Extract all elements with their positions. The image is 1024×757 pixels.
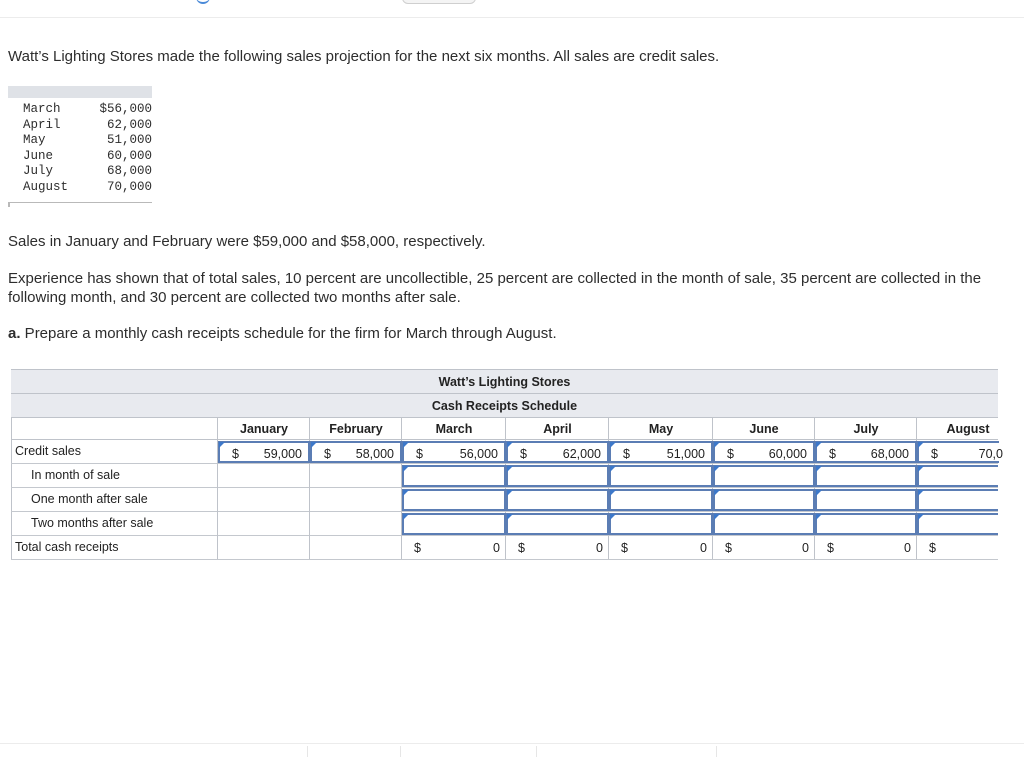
projection-row [8, 118, 152, 134]
input-marker-icon [507, 442, 513, 448]
input-marker-icon [403, 442, 409, 448]
total-may [609, 537, 713, 559]
in-month-july-input[interactable] [815, 465, 917, 487]
header-may: May [648, 422, 674, 436]
credit-sales-value: 51,000 [666, 447, 705, 461]
projection-row [8, 180, 152, 196]
row-label-one-month: One month after sale [31, 492, 148, 506]
credit-sales-value: 60,000 [768, 447, 807, 461]
toolbar-separator [400, 746, 401, 757]
loading-indicator-icon [196, 0, 210, 4]
two-months-june-input[interactable] [713, 513, 815, 535]
row-label-two-months: Two months after sale [31, 516, 154, 530]
input-marker-icon [714, 514, 720, 520]
projection-month: March [23, 102, 61, 116]
input-marker-icon [610, 490, 616, 496]
currency-sign: $ [931, 447, 938, 461]
currency-sign: $ [725, 541, 732, 555]
header-january: January [240, 422, 288, 436]
input-marker-icon [219, 442, 225, 448]
projection-table-footer [8, 202, 152, 207]
prior-sales-text: Sales in January and February were $59,000 and $58,000, respectively. [8, 233, 486, 250]
total-value: 0 [596, 541, 603, 555]
input-marker-icon [918, 466, 924, 472]
currency-sign: $ [416, 447, 423, 461]
input-marker-icon [610, 466, 616, 472]
input-marker-icon [610, 442, 616, 448]
input-marker-icon [714, 466, 720, 472]
sales-projection-table [8, 86, 152, 206]
input-marker-icon [403, 514, 409, 520]
projection-row [8, 149, 152, 165]
toolbar-separator [307, 746, 308, 757]
schedule-subtitle: Cash Receipts Schedule [11, 393, 998, 417]
projection-month: June [23, 148, 54, 163]
input-marker-icon [311, 442, 317, 448]
toolbar-separator [536, 746, 537, 757]
input-marker-icon [507, 490, 513, 496]
header-march: March [435, 422, 473, 436]
bottom-divider [0, 743, 1024, 744]
credit-sales-value: 56,000 [459, 447, 498, 461]
input-marker-icon [714, 442, 720, 448]
input-marker-icon [816, 442, 822, 448]
schedule-title: Watt’s Lighting Stores [11, 369, 998, 393]
in-month-march-input[interactable] [402, 465, 506, 487]
total-june [713, 537, 815, 559]
projection-value: 68,000 [106, 164, 152, 178]
currency-sign: $ [324, 447, 331, 461]
input-marker-icon [918, 442, 924, 448]
credit-sales-value: 70,0 [978, 447, 1003, 461]
credit-sales-january-input[interactable] [218, 441, 310, 463]
credit-sales-march-input[interactable] [402, 441, 506, 463]
projection-value: $56,000 [99, 102, 152, 116]
projection-value: 70,000 [106, 179, 152, 194]
in-month-august-input[interactable] [917, 465, 998, 487]
input-marker-icon [714, 490, 720, 496]
input-marker-icon [918, 490, 924, 496]
total-march [402, 537, 506, 559]
projection-month: July [23, 164, 54, 178]
in-month-june-input[interactable] [713, 465, 815, 487]
currency-sign: $ [232, 447, 239, 461]
projection-month: August [23, 179, 69, 194]
projection-row [8, 164, 152, 180]
projection-value: 62,000 [106, 117, 152, 132]
projection-row [8, 133, 152, 149]
credit-sales-july-input[interactable] [815, 441, 917, 463]
two-months-may-input[interactable] [609, 513, 713, 535]
total-value: 0 [904, 541, 911, 555]
input-marker-icon [816, 490, 822, 496]
problem-intro: Watt’s Lighting Stores made the following sales projection for the next six months. All sales are credit sales. [8, 48, 720, 65]
total-august [917, 537, 998, 559]
currency-sign: $ [623, 447, 630, 461]
input-marker-icon [507, 514, 513, 520]
toolbar-separator [716, 746, 717, 757]
one-month-may-input[interactable] [609, 489, 713, 511]
row-label-credit-sales: Credit sales [15, 444, 81, 458]
one-month-august-input[interactable] [917, 489, 998, 511]
projection-table-header [8, 86, 152, 98]
header-june: June [749, 422, 779, 436]
two-months-april-input[interactable] [506, 513, 609, 535]
input-marker-icon [403, 490, 409, 496]
toolbar-pill-button[interactable] [402, 0, 476, 4]
top-toolbar-strip [0, 0, 1024, 18]
credit-sales-august-input[interactable] [917, 441, 1003, 463]
credit-sales-value: 68,000 [870, 447, 909, 461]
row-label-in-month: In month of sale [31, 468, 120, 482]
two-months-august-input[interactable] [917, 513, 998, 535]
in-month-april-input[interactable] [506, 465, 609, 487]
one-month-july-input[interactable] [815, 489, 917, 511]
total-value: 0 [700, 541, 707, 555]
input-marker-icon [918, 514, 924, 520]
input-marker-icon [403, 466, 409, 472]
column-divider [309, 417, 310, 559]
one-month-june-input[interactable] [713, 489, 815, 511]
currency-sign: $ [414, 541, 421, 555]
two-months-march-input[interactable] [402, 513, 506, 535]
in-month-may-input[interactable] [609, 465, 713, 487]
header-july: July [853, 422, 879, 436]
projection-month: May [23, 133, 46, 147]
total-july [815, 537, 917, 559]
part-a-instruction [8, 324, 557, 343]
credit-sales-february-input[interactable] [310, 441, 402, 463]
part-a-label: a. [8, 325, 21, 342]
projection-row [8, 102, 152, 118]
column-divider [217, 417, 218, 559]
currency-sign: $ [518, 541, 525, 555]
currency-sign: $ [827, 541, 834, 555]
input-marker-icon [507, 466, 513, 472]
header-february: February [329, 422, 383, 436]
collection-experience-text: Experience has shown that of total sales, 10 percent are uncollectible, 25 percent are collected in the month of sale, 35 percent are collected in the following month, and 30 percent are collected two months after sale. [8, 270, 982, 306]
currency-sign: $ [929, 541, 936, 555]
row-label-total: Total cash receipts [15, 540, 119, 554]
currency-sign: $ [520, 447, 527, 461]
two-months-july-input[interactable] [815, 513, 917, 535]
cash-receipts-schedule [11, 369, 1003, 559]
total-value: 0 [802, 541, 809, 555]
one-month-april-input[interactable] [506, 489, 609, 511]
projection-value: 60,000 [106, 148, 152, 163]
currency-sign: $ [727, 447, 734, 461]
header-april: April [543, 422, 572, 436]
one-month-march-input[interactable] [402, 489, 506, 511]
total-april [506, 537, 609, 559]
credit-sales-value: 58,000 [355, 447, 394, 461]
credit-sales-may-input[interactable] [609, 441, 713, 463]
credit-sales-june-input[interactable] [713, 441, 815, 463]
total-value: 0 [493, 541, 500, 555]
input-marker-icon [610, 514, 616, 520]
part-a-text: Prepare a monthly cash receipts schedule for the firm for March through August. [20, 325, 557, 342]
input-marker-icon [816, 514, 822, 520]
header-august: August [946, 422, 990, 436]
credit-sales-april-input[interactable] [506, 441, 609, 463]
projection-month: April [23, 117, 61, 132]
currency-sign: $ [829, 447, 836, 461]
credit-sales-value: 62,000 [562, 447, 601, 461]
projection-value: 51,000 [106, 133, 152, 147]
credit-sales-value: 59,000 [263, 447, 302, 461]
input-marker-icon [816, 466, 822, 472]
currency-sign: $ [621, 541, 628, 555]
